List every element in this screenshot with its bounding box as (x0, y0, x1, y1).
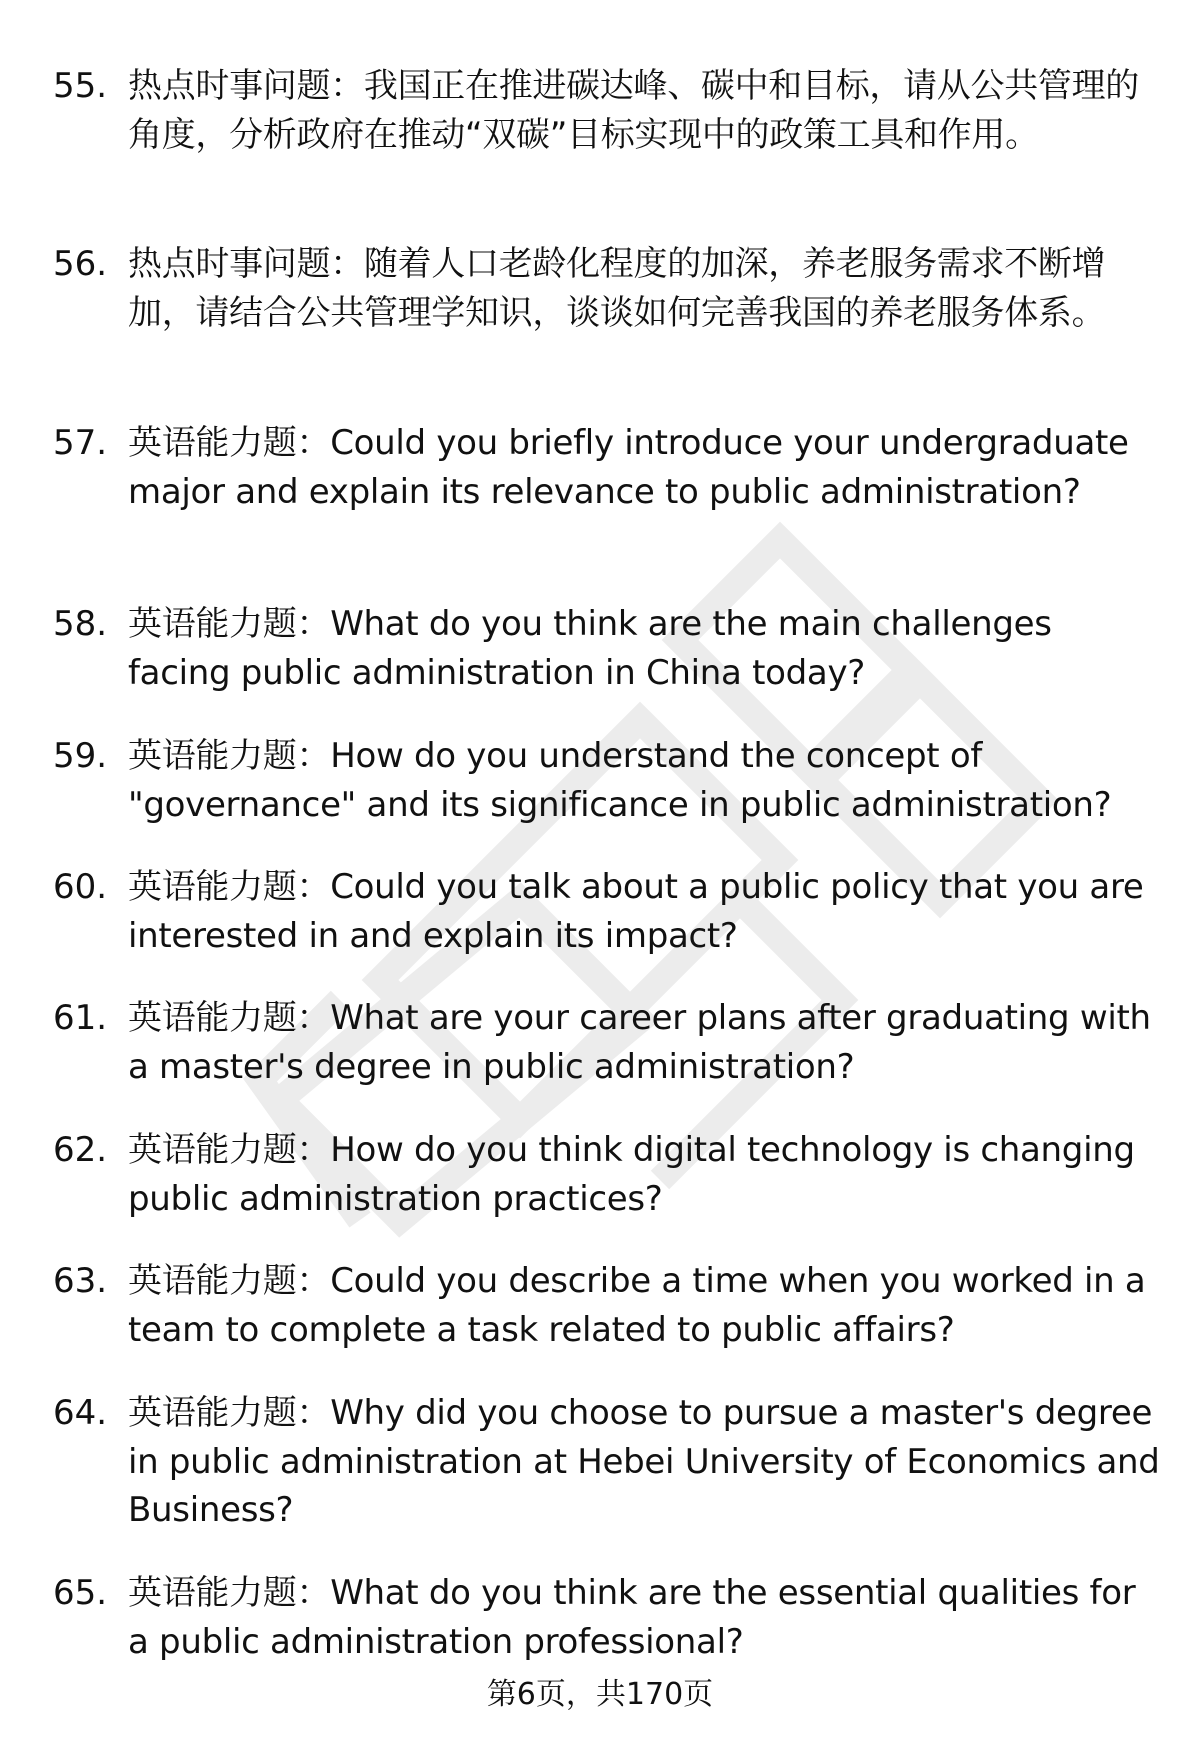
question-category: 英语能力题： (128, 604, 331, 644)
question-number: 61. (53, 998, 108, 1038)
question-number: 57. (53, 423, 108, 463)
question-category: 英语能力题： (128, 867, 331, 907)
question-item-57 (53, 419, 1163, 516)
question-number: 60. (53, 867, 108, 907)
question-number: 58. (53, 604, 108, 644)
question-category: 英语能力题： (128, 998, 331, 1038)
question-item-63 (53, 1257, 1163, 1354)
question-text: 英语能力题：What do you think are the main challenges facing public administration in China today? (128, 604, 1052, 693)
question-item-59 (53, 732, 1163, 829)
question-number: 62. (53, 1130, 108, 1170)
question-text: 热点时事问题：我国正在推进碳达峰、碳中和目标，请从公共管理的角度，分析政府在推动“双碳”目标实现中的政策工具和作用。 (128, 66, 1140, 155)
question-item-61 (53, 994, 1163, 1091)
question-item-64 (53, 1389, 1163, 1535)
question-item-62 (53, 1126, 1163, 1223)
question-item-65 (53, 1569, 1163, 1666)
page-number-footer: 第6页，共170页 (486, 1677, 714, 1712)
question-category: 英语能力题： (128, 1573, 331, 1613)
question-text: 英语能力题：Why did you choose to pursue a master's degree in public administration at Hebei University of Economics and Business? (128, 1393, 1160, 1530)
question-text: 英语能力题：What are your career plans after graduating with a master's degree in public administration? (128, 998, 1151, 1087)
question-category: 英语能力题： (128, 1130, 331, 1170)
question-text: 热点时事问题：随着人口老龄化程度的加深，养老服务需求不断增加，请结合公共管理学知识，谈谈如何完善我国的养老服务体系。 (128, 244, 1106, 333)
question-category: 英语能力题： (128, 1261, 331, 1301)
question-number: 65. (53, 1573, 108, 1613)
question-item-60 (53, 863, 1163, 960)
question-number: 55. (53, 66, 108, 106)
question-category: 英语能力题： (128, 1393, 331, 1433)
question-text: 英语能力题：Could you describe a time when you worked in a team to complete a task related to public affairs? (128, 1261, 1146, 1350)
question-number: 64. (53, 1393, 108, 1433)
question-text: 英语能力题：Could you talk about a public policy that you are interested in and explain its impact? (128, 867, 1144, 956)
question-text: 英语能力题：How do you think digital technology is changing public administration practices? (128, 1130, 1135, 1219)
question-category: 热点时事问题： (128, 244, 364, 284)
question-number: 59. (53, 736, 108, 776)
question-category: 英语能力题： (128, 423, 331, 463)
question-text: 英语能力题：How do you understand the concept of "governance" and its significance in public administration? (128, 736, 1112, 825)
question-text: 英语能力题：What do you think are the essential qualities for a public administration professional? (128, 1573, 1136, 1662)
question-item-58 (53, 600, 1163, 697)
question-item-56 (53, 240, 1163, 337)
question-category: 英语能力题： (128, 736, 331, 776)
question-category: 热点时事问题： (128, 66, 364, 106)
question-number: 63. (53, 1261, 108, 1301)
question-item-55 (53, 62, 1163, 159)
question-number: 56. (53, 244, 108, 284)
question-text: 英语能力题：Could you briefly introduce your undergraduate major and explain its relevance to public administration? (128, 423, 1129, 512)
